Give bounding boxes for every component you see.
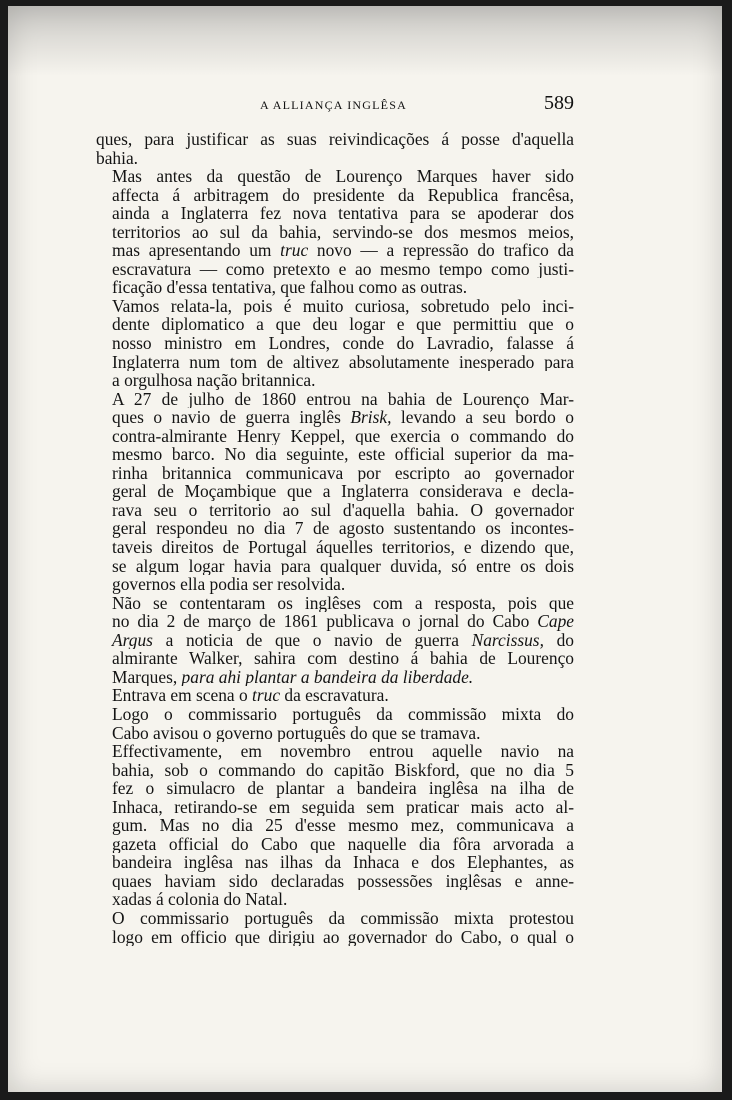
text-line: nosso ministro em Londres, conde do Lavradio, falasse á [112, 334, 574, 353]
text-line: Inglaterra num tom de altivez absolutamente inesperado para [112, 352, 574, 372]
paragraph [96, 167, 574, 297]
paragraph [96, 594, 574, 687]
text-line: gum. Mas no dia 25 d'esse mesmo mez, communicava a [112, 816, 574, 835]
text-line: quaes haviam sido declaradas possessões inglêsas e anne- [112, 871, 574, 891]
text-line: a orgulhosa nação britannica. [112, 371, 316, 390]
text-line: bahia, sob o commando do capitão Biskford, que no dia 5 [112, 760, 574, 780]
book-page [8, 6, 722, 1092]
paragraph [96, 909, 574, 946]
text-line: logo em officio que dirigiu ao governador do Cabo, o qual o [112, 927, 574, 947]
paragraph [96, 390, 574, 594]
text-line: se algum logar havia para qualquer duvida, só entre os dois [112, 556, 574, 576]
text-line: mesmo barco. No dia seguinte, este official superior da ma- [112, 445, 574, 464]
paragraph [96, 742, 574, 909]
text-line: Inhaca, retirando-se em seguida sem praticar mais acto al- [112, 797, 574, 817]
text-line: escravatura — como pretexto e ao mesmo tempo como justi- [112, 259, 574, 279]
body-text [96, 130, 574, 946]
text-line: bandeira inglêsa nas ilhas da Inhaca e dos Elephantes, as [112, 853, 574, 872]
text-line: Cabo avisou o governo português do que se tramava. [112, 723, 481, 743]
text-line: no dia 2 de março de 1861 publicava o jornal do Cabo Cape [112, 612, 574, 631]
text-line: mas apresentando um truc novo — a repressão do trafico da [112, 241, 574, 260]
page-header [8, 92, 722, 118]
text-line: ficação d'essa tentativa, que falhou como as outras. [112, 278, 468, 297]
text-line: Marques, para ahi plantar a bandeira da liberdade. [112, 667, 474, 687]
text-line: fez o simulacro de plantar a bandeira inglêsa na ilha de [112, 779, 574, 798]
text-line: rinha britannica communicava por escripto ao governador [112, 463, 574, 483]
text-line: ainda a Inglaterra fez nova tentativa para se apoderar dos [112, 204, 574, 223]
text-line: Mas antes da questão de Lourenço Marques haver sido [112, 167, 574, 186]
text-line: ques o navio de guerra inglês Brisk, levando a seu bordo o [112, 408, 574, 427]
text-line: gazeta official do Cabo que naquelle dia fôra arvorada a [112, 834, 574, 854]
text-line: almirante Walker, sahira com destino á bahia de Lourenço [112, 649, 574, 668]
text-line: xadas á colonia do Natal. [112, 890, 288, 909]
text-line: bahia. [96, 148, 139, 168]
text-line: geral respondeu no dia 7 de agosto sustentando os incontes- [112, 519, 574, 539]
text-line: geral de Moçambique que a Inglaterra considerava e decla- [112, 482, 574, 501]
paragraph [96, 130, 574, 167]
page-number: 589 [544, 92, 574, 114]
paragraph [96, 297, 574, 390]
text-line: Argus a noticia de que o navio de guerra Narcissus, do [112, 630, 574, 650]
text-line: Vamos relata-la, pois é muito curiosa, sobretudo pelo inci- [112, 296, 574, 316]
text-line: governos ella podia ser resolvida. [112, 575, 346, 594]
text-line: dente diplomatico a que deu logar e que permittiu que o [112, 315, 574, 335]
paragraph [96, 705, 574, 742]
text-line: taveis direitos de Portugal áquelles territorios, e dizendo que, [112, 538, 574, 557]
text-line: territorios ao sul da bahia, servindo-se dos mesmos meios, [112, 222, 574, 242]
text-line: rava seu o territorio ao sul d'aquella bahia. O governador [112, 500, 574, 520]
text-line: contra-almirante Henry Keppel, que exercia o commando do [112, 426, 574, 446]
text-line: affecta á arbitragem do presidente da Republica francêsa, [112, 185, 574, 205]
text-line: Logo o commissario português da commissão mixta do [112, 704, 574, 724]
running-title: A ALLIANÇA INGLÊSA [260, 98, 407, 112]
text-line: O commissario português da commissão mixta protestou [112, 908, 574, 928]
text-line: Entrava em scena o truc da escravatura. [112, 686, 389, 705]
text-line: A 27 de julho de 1860 entrou na bahia de Lourenço Mar- [112, 389, 574, 409]
paragraph [96, 686, 574, 705]
text-line: Effectivamente, em novembro entrou aquelle navio na [112, 742, 574, 761]
text-line: Não se contentaram os inglêses com a resposta, pois que [112, 593, 574, 613]
text-line: ques, para justificar as suas reivindicações á posse d'aquella [96, 130, 574, 149]
